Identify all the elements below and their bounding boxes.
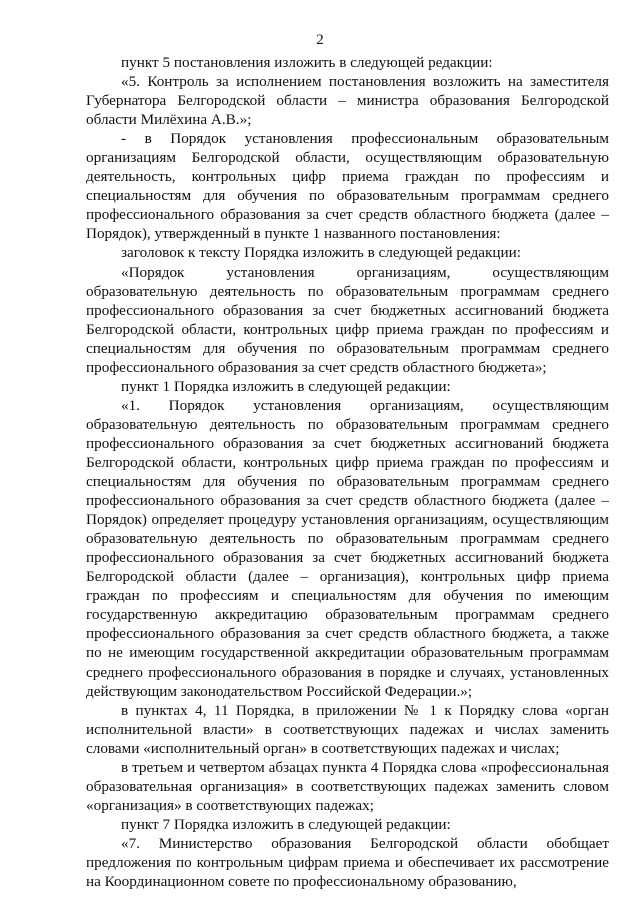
paragraph: пункт 5 постановления изложить в следующей редакции: (121, 54, 493, 71)
page-number: 2 (316, 32, 324, 48)
paragraph: - в Порядок установления профессиональным образовательным организациям Белгородской области, осуществляющим образовательную деятельность, контрольных цифр приема граждан по профессиям и специальностям для обучения по образовательным программам среднего профессионального образования за счет средств областного бюджета (далее – Порядок), утвержденный в пункте 1 названного постановления: (86, 130, 609, 243)
paragraph: пункт 7 Порядка изложить в следующей редакции: (121, 815, 451, 833)
paragraph: «Порядок установления организациям, осуществляющим образовательную деятельность по образовательным программам среднего профессионального образования за счет бюджетных ассигнований бюджета Белгородской области, контрольных цифр приема граждан по профессиям и специальностям для обучения по образовательным программам среднего профессионального образования за счет средств областного бюджета»; (86, 263, 609, 376)
paragraph: «5. Контроль за исполнением постановления возложить на заместителя Губернатора Белгородской области – министра образования Белгородской области Милёхина А.В.»; (86, 73, 609, 129)
document-body (86, 53, 609, 891)
paragraph: «1. Порядок установления организациям, осуществляющим образовательную деятельность по образовательным программам среднего профессионального образования за счет бюджетных ассигнований бюджета Белгородской области, контрольных цифр приема граждан по профессиям и специальностям для обучения по образовательным программам среднего профессионального образования за счет средств областного бюджета (далее – Порядок) определяет процедуру установления организациям, осуществляющим образовательную деятельность по образовательным программам среднего профессионального образования за счет бюджетных ассигнований бюджета Белгородской области (далее – организация), контрольных цифр приема граждан по профессиям и специальностям для обучения по имеющим государственную аккредитацию образовательным программам среднего профессионального образования за счет средств областного бюджета, а также по не имеющим государственной аккредитации образовательным программам среднего профессионального образования в порядке и случаях, установленных действующим законодательством Российской Федерации.»; (86, 396, 609, 700)
paragraph: в пунктах 4, 11 Порядка, в приложении № 1 к Порядку слова «орган исполнительной власти» в соответствующих падежах и числах заменить словами «исполнительный орган» в соответствующих падежах и числах; (86, 701, 609, 757)
paragraph: пункт 1 Порядка изложить в следующей редакции: (121, 377, 451, 395)
paragraph: «7. Министерство образования Белгородской области обобщает предложения по контрольным цифрам приема и обеспечивает их рассмотрение на Координационном совете по профессиональному образованию, (86, 834, 609, 891)
paragraph: в третьем и четвертом абзацах пункта 4 Порядка слова «профессиональная образовательная организация» в соответствующих падежах заменить словом «организация» в соответствующих падежах; (86, 758, 609, 814)
paragraph: заголовок к тексту Порядка изложить в следующей редакции: (121, 244, 522, 262)
